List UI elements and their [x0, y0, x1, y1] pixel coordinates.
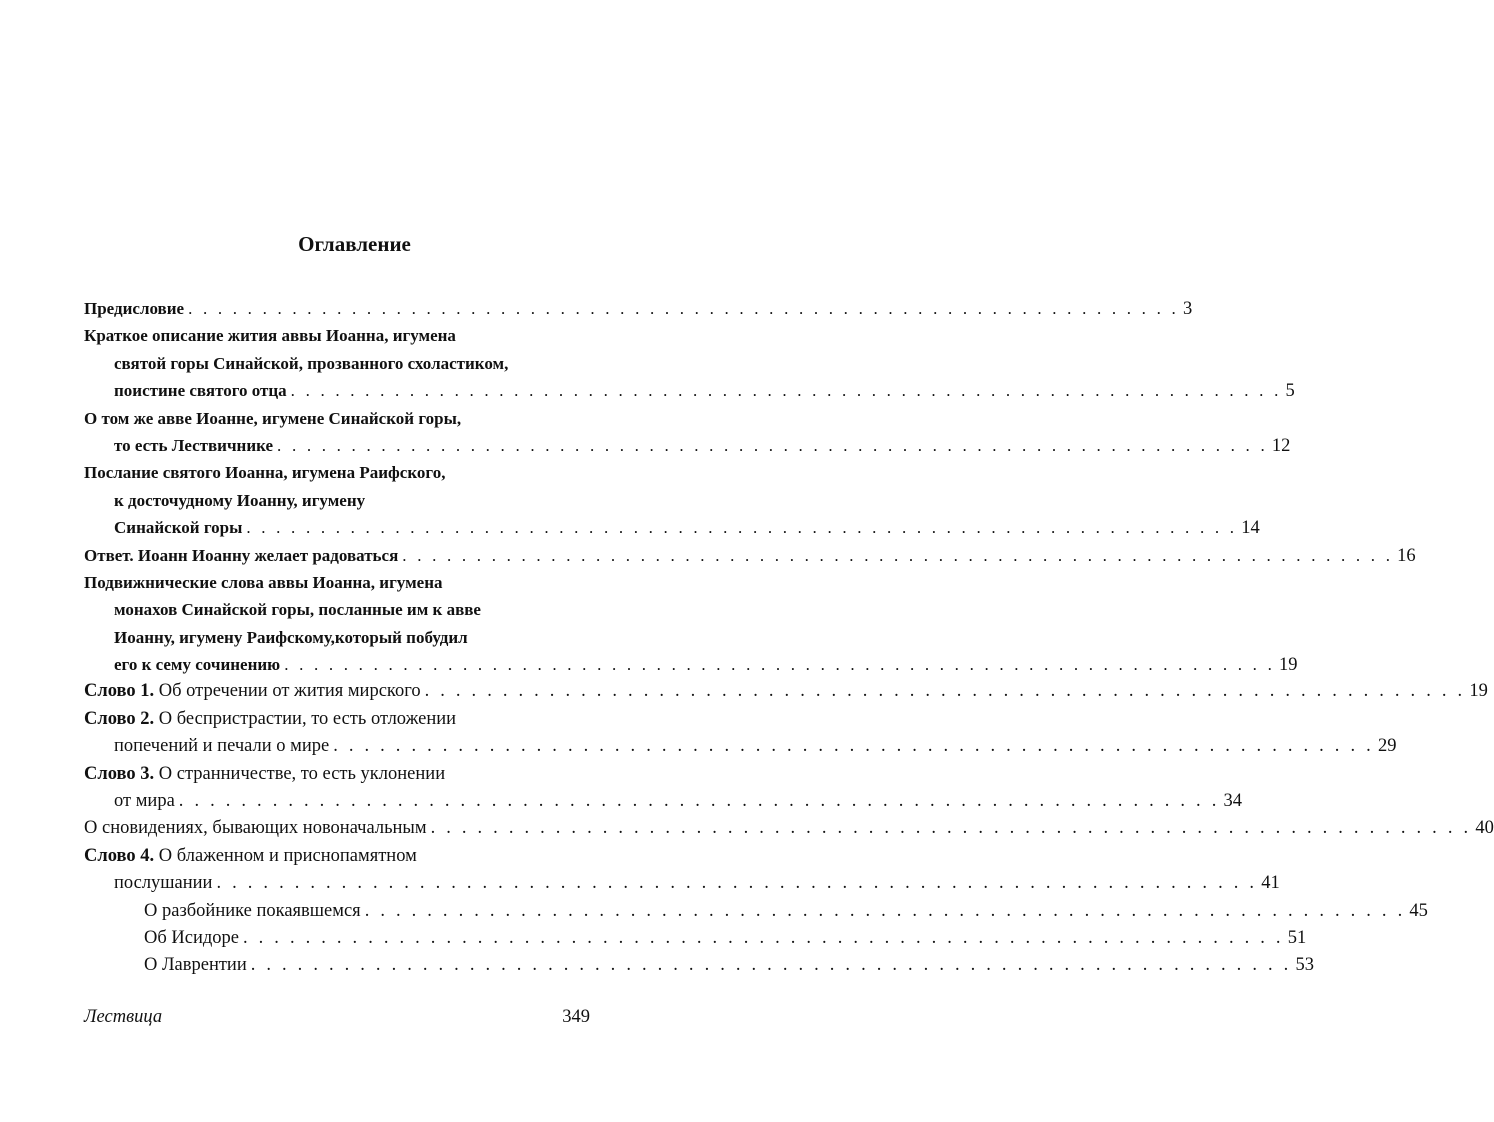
toc-line: монахов Синайской горы, посланные им к авве: [114, 600, 481, 620]
toc-entry: [84, 898, 1428, 925]
toc-line: О том же авве Иоанне, игумене Синайской горы,: [84, 408, 462, 428]
toc-entry-title: его к сему сочинению: [114, 655, 281, 675]
dot-leader: . . . . . . . . . . . . . . . . . . . . . . . . . . . . . . . . . . . . . . . . . . . . . . . . . . . . . . . . . . . . . . . . . . .: [430, 818, 1472, 839]
toc-entry-title: О сновидениях, бывающих новоначальным: [84, 818, 427, 839]
toc-line: [84, 295, 1193, 322]
dot-leader: . . . . . . . . . . . . . . . . . . . . . . . . . . . . . . . . . . . . . . . . . . . . . . . . . . . . . . . . . . . . . . . . . . .: [188, 299, 1179, 318]
toc-page-number: 53: [1295, 955, 1314, 976]
toc-entry: [84, 322, 1295, 404]
toc-page-number: 12: [1271, 435, 1291, 456]
toc-line: [84, 925, 1307, 952]
toc-page-number: 45: [1409, 900, 1428, 921]
toc-page-number: 41: [1261, 873, 1280, 894]
page-footer: [84, 1003, 590, 1031]
chapter-title: О блаженном и приснопамятном: [158, 845, 417, 866]
toc-entry: [84, 295, 1193, 322]
toc-entry-title: то есть Лествичнике: [114, 435, 274, 455]
dot-leader: . . . . . . . . . . . . . . . . . . . . . . . . . . . . . . . . . . . . . . . . . . . . . . . . . . . . . . . . . . . . . . . . . . .: [402, 545, 1394, 565]
toc-line: святой горы Синайской, прозванного схоластиком,: [114, 353, 509, 373]
dot-leader: . . . . . . . . . . . . . . . . . . . . . . . . . . . . . . . . . . . . . . . . . . . . . . . . . . . . . . . . . . . . . . . . . . .: [243, 927, 1284, 948]
toc-entry-title: О Лаврентии: [144, 955, 247, 976]
toc-entry-title: О разбойнике покаявшемся: [144, 900, 361, 921]
dot-leader: . . . . . . . . . . . . . . . . . . . . . . . . . . . . . . . . . . . . . . . . . . . . . . . . . . . . . . . . . . . . . . . . . . .: [250, 955, 1292, 976]
toc-page-number: 51: [1287, 927, 1307, 948]
toc-entry: [84, 925, 1307, 952]
toc-entry-title: от мира: [114, 791, 175, 812]
dot-leader: . . . . . . . . . . . . . . . . . . . . . . . . . . . . . . . . . . . . . . . . . . . . . . . . . . . . . . . . . . . . . . . . . . .: [216, 873, 1258, 894]
toc-line: к досточудному Иоанну, игумену: [114, 490, 366, 510]
toc-line: [84, 898, 1428, 925]
toc-line: [84, 843, 586, 870]
toc-entry-title: послушании: [114, 873, 213, 894]
toc-page-number: 3: [1182, 299, 1193, 319]
toc-entry: [84, 761, 1243, 816]
dot-leader: . . . . . . . . . . . . . . . . . . . . . . . . . . . . . . . . . . . . . . . . . . . . . . . . . . . . . . . . . . . . . . . . . . .: [333, 736, 1374, 757]
page-title: Оглавление: [298, 232, 411, 256]
toc-entry: [84, 459, 1260, 541]
chapter-label: Слово 1.: [84, 681, 155, 702]
toc-line: [84, 815, 1494, 842]
toc-page-number: 19: [1279, 655, 1298, 676]
toc-entry: [84, 405, 1291, 460]
toc-entry-title: Предисловие: [84, 299, 185, 318]
toc-line: [84, 514, 1260, 541]
toc-line: [84, 377, 1295, 404]
toc-line: Подвижнические слова аввы Иоанна, игумена: [84, 572, 443, 592]
toc-entry: [84, 952, 1314, 979]
chapter-title: Об отречении от жития мирского: [158, 681, 421, 702]
toc-line: [84, 706, 586, 733]
toc-page-number: 16: [1397, 545, 1416, 566]
chapter-label: Слово 4.: [84, 845, 155, 866]
chapter-label: Слово 3.: [84, 763, 155, 784]
toc-page-number: 34: [1223, 791, 1243, 812]
toc-page-number: 19: [1469, 681, 1488, 702]
chapter-title: О странничестве, то есть уклонении: [158, 763, 446, 784]
dot-leader: . . . . . . . . . . . . . . . . . . . . . . . . . . . . . . . . . . . . . . . . . . . . . . . . . . . . . . . . . . . . . . . . . . .: [284, 655, 1276, 675]
toc-line: [84, 733, 1397, 760]
toc-page-number: 14: [1241, 518, 1260, 539]
toc-entry: [84, 706, 1397, 761]
dot-leader: . . . . . . . . . . . . . . . . . . . . . . . . . . . . . . . . . . . . . . . . . . . . . . . . . . . . . . . . . . . . . . . . . . .: [178, 791, 1220, 812]
dot-leader: . . . . . . . . . . . . . . . . . . . . . . . . . . . . . . . . . . . . . . . . . . . . . . . . . . . . . . . . . . . . . . . . . . .: [246, 518, 1238, 538]
toc-entry-title: Ответ. Иоанн Иоанну желает радоваться: [84, 545, 399, 565]
toc-entry: [84, 843, 1280, 898]
toc-line: [84, 952, 1314, 979]
table-of-contents: [84, 295, 1494, 980]
toc-line: [84, 542, 1416, 569]
toc-line: [84, 678, 1488, 705]
toc-entry: [84, 815, 1494, 842]
dot-leader: . . . . . . . . . . . . . . . . . . . . . . . . . . . . . . . . . . . . . . . . . . . . . . . . . . . . . . . . . . . . . . . . . . .: [277, 435, 1268, 455]
toc-entry-title: Об Исидоре: [144, 927, 239, 948]
chapter-label: Слово 2.: [84, 708, 155, 729]
toc-line: [84, 761, 586, 788]
toc-entry: [84, 569, 1298, 679]
chapter-title: О беспристрастии, то есть отложении: [158, 708, 457, 729]
dot-leader: . . . . . . . . . . . . . . . . . . . . . . . . . . . . . . . . . . . . . . . . . . . . . . . . . . . . . . . . . . . . . . . . . . .: [364, 900, 1406, 921]
toc-line: [84, 432, 1291, 459]
toc-page-number: 29: [1377, 736, 1397, 757]
toc-line: [84, 651, 1298, 678]
toc-entry-title: попечений и печали о мире: [114, 736, 330, 757]
toc-line: Иоанну, игумену Раифскому,который побудил: [114, 627, 468, 647]
toc-line: Послание святого Иоанна, игумена Раифского,: [84, 463, 446, 483]
toc-entry: [84, 542, 1416, 569]
toc-line: [84, 870, 1280, 897]
toc-entry-title: [84, 678, 421, 705]
dot-leader: . . . . . . . . . . . . . . . . . . . . . . . . . . . . . . . . . . . . . . . . . . . . . . . . . . . . . . . . . . . . . . . . . . .: [290, 381, 1282, 401]
toc-entry-title: поистине святого отца: [114, 381, 287, 401]
folio-page-number: 349: [562, 1007, 590, 1027]
toc-entry-title: Синайской горы: [114, 518, 243, 538]
toc-page-number: 5: [1285, 381, 1295, 402]
toc-line: Краткое описание жития аввы Иоанна, игумена: [84, 326, 456, 346]
dot-leader: . . . . . . . . . . . . . . . . . . . . . . . . . . . . . . . . . . . . . . . . . . . . . . . . . . . . . . . . . . . . . . . . . . .: [424, 681, 1466, 702]
toc-line: [84, 788, 1243, 815]
running-title: Лествица: [84, 1007, 163, 1027]
toc-entry: [84, 678, 1488, 705]
toc-page-number: 40: [1475, 818, 1494, 839]
